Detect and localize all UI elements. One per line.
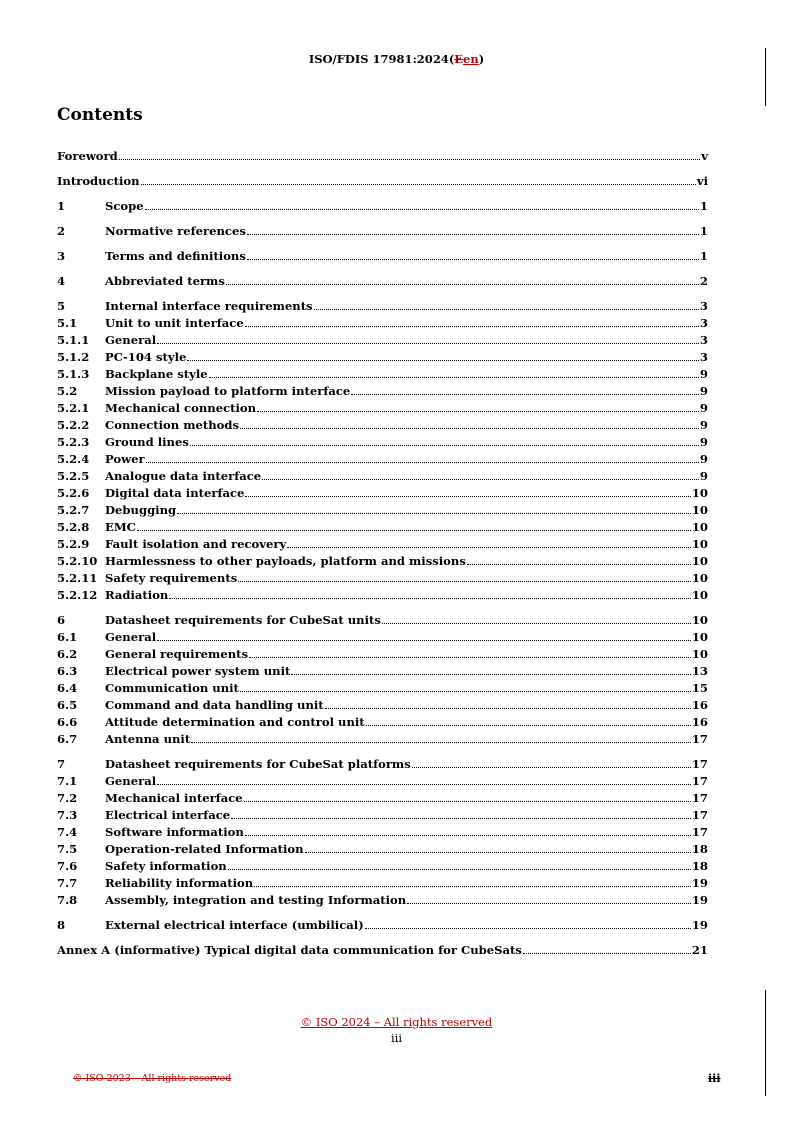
toc-entry-title[interactable]: General <box>105 333 157 347</box>
toc-dot-leader <box>351 394 699 395</box>
footer-copyright: © ISO 2024 – All rights reserved <box>300 1015 493 1029</box>
toc-dot-leader <box>366 725 691 726</box>
toc-entry-page[interactable]: 19 <box>691 893 708 907</box>
toc-dot-leader <box>209 377 699 378</box>
toc-dot-leader <box>247 234 699 235</box>
toc-entry-title[interactable]: Connection methods <box>105 418 240 432</box>
toc-entry-number: 8 <box>57 918 66 932</box>
toc-dot-leader <box>177 513 691 514</box>
toc-entry-page[interactable]: 9 <box>699 384 708 398</box>
toc-entry[interactable] <box>57 173 708 190</box>
toc-entry-number: 7.7 <box>57 876 78 890</box>
toc-entry-page[interactable]: 15 <box>691 681 708 695</box>
toc-dot-leader <box>287 547 691 548</box>
toc-entry-title[interactable]: Datasheet requirements for CubeSat units <box>105 613 381 627</box>
toc-entry-title[interactable]: Mission payload to platform interface <box>105 384 351 398</box>
toc-entry[interactable] <box>57 298 708 315</box>
toc-entry[interactable] <box>57 841 708 858</box>
toc-dot-leader <box>407 903 691 904</box>
toc-entry-title[interactable]: Attitude determination and control unit <box>105 715 365 729</box>
toc-entry-number: 5.1 <box>57 316 78 330</box>
toc-entry-page[interactable]: 9 <box>699 367 708 381</box>
toc-entry-title[interactable]: Digital data interface <box>105 486 245 500</box>
footer-page-number: iii <box>390 1031 403 1045</box>
toc-dot-leader <box>262 479 699 480</box>
toc-entry-number: 5.2.7 <box>57 503 90 517</box>
toc-entry-page[interactable]: 10 <box>691 554 708 568</box>
toc-dot-leader <box>249 657 691 658</box>
toc-dot-leader <box>157 343 699 344</box>
toc-entry-title[interactable]: Abbreviated terms <box>105 274 225 288</box>
toc-entry-page[interactable]: 3 <box>699 333 708 347</box>
toc-entry[interactable] <box>57 714 708 731</box>
toc-dot-leader <box>157 784 691 785</box>
header-suffix: ) <box>478 52 485 66</box>
toc-entry-number: 7.4 <box>57 825 78 839</box>
toc-entry-number: 5.2.12 <box>57 588 98 602</box>
toc-entry-title[interactable]: EMC <box>105 520 136 534</box>
toc-entry-page[interactable]: 9 <box>699 401 708 415</box>
toc-entry-title[interactable]: Debugging <box>105 503 177 517</box>
toc-entry[interactable] <box>57 519 708 536</box>
toc-entry-number: 6 <box>57 613 66 627</box>
toc-entry[interactable] <box>57 773 708 790</box>
toc-entry[interactable] <box>57 332 708 349</box>
old-footer-copyright: © ISO 2023 – All rights reserved <box>73 1073 232 1084</box>
toc-entry-page[interactable]: 19 <box>691 876 708 890</box>
toc-entry-title[interactable]: Datasheet requirements for CubeSat platforms <box>105 757 411 771</box>
toc-entry[interactable] <box>57 485 708 502</box>
toc-dot-leader <box>245 326 699 327</box>
toc-dot-leader <box>187 360 699 361</box>
toc-entry[interactable] <box>57 502 708 519</box>
toc-entry-page[interactable]: 3 <box>699 316 708 330</box>
document-header <box>0 52 793 66</box>
toc-entry-title[interactable]: PC-104 style <box>105 350 187 364</box>
toc-entry[interactable] <box>57 680 708 697</box>
toc-entry-title[interactable]: Harmlessness to other payloads, platform and missions <box>105 554 466 568</box>
toc-entry-number: 2 <box>57 224 66 238</box>
toc-entry-number: 5.2.1 <box>57 401 90 415</box>
toc-entry-page[interactable]: vi <box>696 174 708 188</box>
toc-entry-page[interactable]: 21 <box>691 943 708 957</box>
toc-dot-leader <box>314 309 699 310</box>
toc-entry-page[interactable]: 3 <box>699 299 708 313</box>
toc-dot-leader <box>325 708 691 709</box>
toc-entry-title[interactable]: Safety requirements <box>105 571 238 585</box>
toc-entry[interactable] <box>57 858 708 875</box>
toc-entry-page[interactable]: 1 <box>699 249 708 263</box>
toc-entry-number: 5.2.10 <box>57 554 98 568</box>
toc-entry-page[interactable]: 9 <box>699 452 708 466</box>
toc-entry-number: 5 <box>57 299 66 313</box>
toc-entry-page[interactable]: 10 <box>691 630 708 644</box>
toc-entry[interactable] <box>57 731 708 748</box>
toc-dot-leader <box>245 835 691 836</box>
toc-entry[interactable] <box>57 400 708 417</box>
toc-entry[interactable] <box>57 434 708 451</box>
toc-entry-page[interactable]: 18 <box>691 859 708 873</box>
toc-entry[interactable] <box>57 536 708 553</box>
toc-entry-title[interactable]: Ground lines <box>105 435 189 449</box>
toc-dot-leader <box>523 953 691 954</box>
toc-entry-page[interactable]: 17 <box>691 774 708 788</box>
toc-dot-leader <box>231 818 691 819</box>
toc-entry-number: 3 <box>57 249 66 263</box>
toc-entry[interactable] <box>57 697 708 714</box>
toc-entry-number: 6.1 <box>57 630 78 644</box>
toc-entry-title[interactable]: Analogue data interface <box>105 469 262 483</box>
toc-dot-leader <box>226 284 699 285</box>
toc-entry-page[interactable]: 10 <box>691 520 708 534</box>
toc-entry-title[interactable]: Radiation <box>105 588 169 602</box>
toc-entry[interactable] <box>57 553 708 570</box>
toc-entry-page[interactable]: 13 <box>691 664 708 678</box>
toc-entry[interactable] <box>57 756 708 773</box>
toc-entry-page[interactable]: 16 <box>691 715 708 729</box>
toc-entry-number: 5.2.9 <box>57 537 90 551</box>
toc-entry-number: 7.8 <box>57 893 78 907</box>
toc-dot-leader <box>191 742 691 743</box>
toc-dot-leader <box>412 767 691 768</box>
toc-entry-title[interactable]: Fault isolation and recovery <box>105 537 287 551</box>
toc-entry-title[interactable]: Assembly, integration and testing Information <box>105 893 407 907</box>
toc-dot-leader <box>291 674 691 675</box>
toc-entry-title[interactable]: Unit to unit interface <box>105 316 244 330</box>
toc-entry-number: 6.4 <box>57 681 78 695</box>
toc-entry-number: 7.6 <box>57 859 78 873</box>
toc-dot-leader <box>238 581 691 582</box>
toc-entry-number: 5.2.4 <box>57 452 90 466</box>
toc-entry-number: 5.2.6 <box>57 486 90 500</box>
toc-entry-number: 6.2 <box>57 647 78 661</box>
toc-entry[interactable] <box>57 663 708 680</box>
toc-entry-title[interactable]: Terms and definitions <box>105 249 246 263</box>
toc-dot-leader <box>467 564 691 565</box>
toc-entry-number: 6.7 <box>57 732 78 746</box>
toc-entry-number: 7.2 <box>57 791 78 805</box>
toc-entry-page[interactable]: 1 <box>699 199 708 213</box>
toc-entry-page[interactable]: 10 <box>691 613 708 627</box>
toc-entry-title[interactable]: Safety information <box>105 859 227 873</box>
toc-dot-leader <box>240 691 691 692</box>
toc-entry-title[interactable]: Command and data handling unit <box>105 698 324 712</box>
toc-entry-title[interactable]: Normative references <box>105 224 246 238</box>
toc-entry-number: 5.1.2 <box>57 350 90 364</box>
toc-entry-title[interactable]: Power <box>105 452 145 466</box>
toc-dot-leader <box>254 886 691 887</box>
toc-entry[interactable] <box>57 917 708 934</box>
toc-entry-title[interactable]: Internal interface requirements <box>105 299 313 313</box>
toc-entry-title[interactable]: Scope <box>105 199 144 213</box>
toc-entry-number: 5.1.3 <box>57 367 90 381</box>
toc-dot-leader <box>382 623 691 624</box>
toc-dot-leader <box>247 259 699 260</box>
toc-entry-title[interactable]: Software information <box>105 825 244 839</box>
toc-entry[interactable] <box>57 148 708 165</box>
toc-entry[interactable] <box>57 366 708 383</box>
toc-dot-leader <box>245 496 690 497</box>
contents-title: Contents <box>57 105 143 125</box>
toc-entry-page[interactable]: 9 <box>699 435 708 449</box>
toc-entry-title[interactable]: General <box>105 774 157 788</box>
table-of-contents <box>57 148 708 959</box>
toc-entry-number: 7.1 <box>57 774 78 788</box>
toc-entry-number: 1 <box>57 199 66 213</box>
toc-dot-leader <box>157 640 691 641</box>
toc-entry[interactable] <box>57 646 708 663</box>
toc-entry[interactable] <box>57 790 708 807</box>
toc-entry-title[interactable]: Introduction <box>57 174 140 188</box>
toc-entry-number: 7.5 <box>57 842 78 856</box>
toc-entry-page[interactable]: 10 <box>691 588 708 602</box>
toc-entry-title[interactable]: Mechanical interface <box>105 791 243 805</box>
toc-entry-number: 5.2.5 <box>57 469 90 483</box>
toc-dot-leader <box>244 801 691 802</box>
toc-entry-page[interactable]: 10 <box>691 647 708 661</box>
toc-entry-page[interactable]: 10 <box>691 537 708 551</box>
toc-entry-page[interactable]: 1 <box>699 224 708 238</box>
toc-entry-number: 5.2.2 <box>57 418 90 432</box>
toc-dot-leader <box>119 159 701 160</box>
toc-entry-title[interactable]: Antenna unit <box>105 732 191 746</box>
toc-entry-page[interactable]: 17 <box>691 825 708 839</box>
toc-entry-title[interactable]: Reliability information <box>105 876 254 890</box>
toc-dot-leader <box>257 411 699 412</box>
toc-entry-number: 6.5 <box>57 698 78 712</box>
toc-entry[interactable] <box>57 198 708 215</box>
toc-entry[interactable] <box>57 248 708 265</box>
toc-entry-page[interactable]: 18 <box>691 842 708 856</box>
toc-entry-title[interactable]: General <box>105 630 157 644</box>
toc-dot-leader <box>228 869 691 870</box>
toc-dot-leader <box>190 445 699 446</box>
header-deleted-text: E <box>454 52 464 66</box>
toc-dot-leader <box>365 928 691 929</box>
toc-entry[interactable] <box>57 892 708 909</box>
toc-entry-title[interactable]: External electrical interface (umbilical) <box>105 918 364 932</box>
toc-entry-page[interactable]: 2 <box>699 274 708 288</box>
toc-entry-page[interactable]: 9 <box>699 469 708 483</box>
toc-entry[interactable] <box>57 383 708 400</box>
toc-entry[interactable] <box>57 273 708 290</box>
toc-dot-leader <box>145 209 699 210</box>
toc-entry[interactable] <box>57 570 708 587</box>
old-page-number: iii <box>708 1072 721 1085</box>
toc-entry-number: 4 <box>57 274 66 288</box>
toc-entry-number: 7 <box>57 757 66 771</box>
toc-entry[interactable] <box>57 587 708 604</box>
toc-entry-number: 5.2 <box>57 384 78 398</box>
toc-entry-number: 5.2.8 <box>57 520 90 534</box>
toc-entry-number: 7.3 <box>57 808 78 822</box>
toc-entry-title[interactable]: Backplane style <box>105 367 208 381</box>
header-prefix: ISO/FDIS 17981:2024( <box>308 52 455 66</box>
toc-dot-leader <box>137 530 691 531</box>
toc-entry[interactable] <box>57 315 708 332</box>
toc-entry-page[interactable]: 17 <box>691 808 708 822</box>
toc-entry-title[interactable]: General requirements <box>105 647 249 661</box>
toc-dot-leader <box>141 184 696 185</box>
toc-entry[interactable] <box>57 629 708 646</box>
toc-entry-title[interactable]: Mechanical connection <box>105 401 257 415</box>
toc-entry-number: 5.1.1 <box>57 333 90 347</box>
toc-dot-leader <box>169 598 691 599</box>
toc-entry[interactable] <box>57 451 708 468</box>
toc-entry-page[interactable]: 10 <box>691 486 708 500</box>
toc-entry-page[interactable]: v <box>701 149 708 163</box>
toc-entry[interactable] <box>57 612 708 629</box>
toc-entry-number: 6.3 <box>57 664 78 678</box>
toc-entry[interactable] <box>57 417 708 434</box>
toc-entry-page[interactable]: 19 <box>691 918 708 932</box>
toc-entry[interactable] <box>57 824 708 841</box>
toc-entry-title[interactable]: Operation-related Information <box>105 842 304 856</box>
toc-entry-number: 6.6 <box>57 715 78 729</box>
toc-entry[interactable] <box>57 942 708 959</box>
toc-dot-leader <box>305 852 691 853</box>
toc-entry-title[interactable]: Communication unit <box>105 681 239 695</box>
toc-dot-leader <box>146 462 699 463</box>
header-inserted-text: en <box>463 52 479 66</box>
toc-entry-title[interactable]: Annex A (informative) Typical digital data communication for CubeSats <box>57 943 522 957</box>
toc-entry-page[interactable]: 9 <box>699 418 708 432</box>
toc-entry-number: 5.2.3 <box>57 435 90 449</box>
toc-entry[interactable] <box>57 468 708 485</box>
toc-entry-page[interactable]: 10 <box>691 503 708 517</box>
toc-entry-title[interactable]: Electrical power system unit <box>105 664 291 678</box>
toc-entry-page[interactable]: 3 <box>699 350 708 364</box>
toc-dot-leader <box>240 428 699 429</box>
toc-entry[interactable] <box>57 807 708 824</box>
toc-entry-title[interactable]: Foreword <box>57 149 118 163</box>
toc-entry[interactable] <box>57 875 708 892</box>
toc-entry[interactable] <box>57 223 708 240</box>
toc-entry[interactable] <box>57 349 708 366</box>
toc-entry-page[interactable]: 10 <box>691 571 708 585</box>
toc-entry-page[interactable]: 17 <box>691 732 708 746</box>
toc-entry-page[interactable]: 17 <box>691 791 708 805</box>
toc-entry-number: 5.2.11 <box>57 571 98 585</box>
toc-entry-page[interactable]: 16 <box>691 698 708 712</box>
toc-entry-page[interactable]: 17 <box>691 757 708 771</box>
toc-entry-title[interactable]: Electrical interface <box>105 808 231 822</box>
